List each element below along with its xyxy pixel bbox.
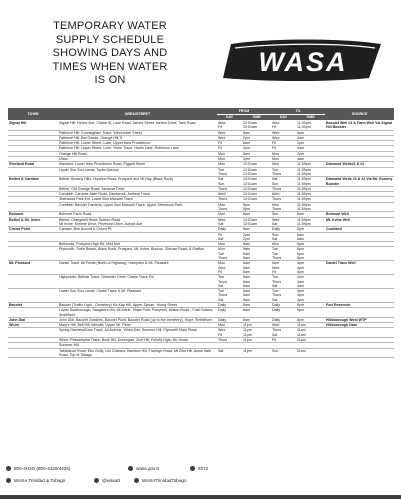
area-cell: Bethel: Orangehill Road, Bottom Road Mt Irvine: Kimmie Drive, Pinehurst Drive, Aurora Ave	[58, 217, 217, 227]
header-town: TOWN	[8, 108, 58, 121]
from-day-cell: Daily	[217, 227, 242, 232]
to-time-cell: 4am	[296, 130, 325, 135]
town-cell: Bacolet	[8, 302, 58, 307]
to-time-cell: 11:59pm	[296, 197, 325, 202]
area-cell: Lower Sou Sou Lands, Clarke Trace & Mt. Pleasant	[58, 289, 217, 303]
to-time-cell: 11:59pm	[296, 192, 325, 197]
from-day-cell: Wed Fri	[217, 328, 242, 338]
twitter-icon	[94, 478, 99, 483]
from-time-cell: 11pm 11pm	[242, 328, 271, 338]
footer-facebook[interactable]	[6, 478, 65, 484]
from-time-cell: 6am	[242, 141, 271, 146]
table-row	[8, 232, 394, 242]
town-cell: Bethel & Carnbee	[8, 177, 58, 187]
to-time-cell: 4am	[296, 146, 325, 151]
from-day-cell: Mon Wed Fri	[217, 261, 242, 275]
header-area: AREA/STREET	[58, 108, 217, 121]
to-time-cell: 6am	[296, 212, 325, 217]
from-day-cell: Fri Sat	[217, 232, 242, 242]
from-time-cell: 12:01am 12:01am	[242, 217, 271, 227]
area-cell: Bethel: Beverly Hills, Hopeton Road, Prospect and Mt Hay (Black Rock)	[58, 177, 217, 187]
town-cell	[8, 247, 58, 261]
title-line: SHOWING DAYS AND	[52, 47, 168, 59]
wasa-logo	[221, 38, 387, 82]
header-source: SOURCE	[325, 108, 394, 121]
source-cell	[325, 275, 394, 289]
to-day-cell: Daily	[271, 302, 296, 307]
instagram-icon	[134, 478, 139, 483]
to-day-cell: Fri	[271, 146, 296, 151]
table-row	[8, 317, 394, 322]
from-day-cell: Mon Tue Thurs	[217, 247, 242, 261]
to-time-cell: 4am	[296, 157, 325, 162]
to-time-cell: 11:59pm 11:59pm	[296, 177, 325, 187]
from-time-cell: 6am	[242, 308, 271, 318]
town-cell: Whim	[8, 323, 58, 328]
from-time-cell: 6am	[242, 317, 271, 322]
to-day-cell: Wed Sat	[271, 217, 296, 227]
to-time-cell: 9pm	[296, 308, 325, 318]
to-time-cell: 11:59pm	[296, 162, 325, 167]
source-cell: Fort Reservoir	[325, 302, 394, 307]
from-day-cell: Sat Sun	[217, 177, 242, 187]
source-cell	[325, 308, 394, 318]
to-day-cell: Mon	[271, 162, 296, 167]
title-line: IS ON	[94, 74, 126, 86]
source-cell	[325, 247, 394, 261]
to-day-cell: Daily	[271, 317, 296, 322]
to-time-cell: 11am	[296, 323, 325, 328]
from-day-cell: Fri	[217, 146, 242, 151]
footer-twitter[interactable]	[94, 478, 120, 484]
source-cell: Diamond Wells #1 & #2 Via Mt. Gomery Booster	[326, 177, 393, 186]
table-row	[8, 121, 394, 131]
to-day-cell: Wed	[271, 130, 296, 135]
from-day-cell: Tue Thurs	[217, 167, 242, 177]
area-cell: Bacolet (Traffic Light - Cemetery) Mc Kay Hill, Upper Sylvan, Young Street	[58, 302, 217, 307]
area-cell: Whim: Philadelphia Trace, Bock Hill, Dunvegan, Zion Hill, Felicity Hgts, Mt. Grace	[58, 338, 217, 343]
to-time-cell: 11:59pm 11:59pm	[296, 217, 325, 227]
table-row	[8, 217, 394, 227]
title-line: SUPPLY SCHEDULE	[55, 33, 165, 46]
to-day-cell: Tue Thurs	[271, 167, 296, 177]
area-cell: Belmont Farm Road	[58, 212, 217, 217]
from-time-cell: 11pm	[242, 323, 271, 328]
town-cell	[8, 328, 58, 338]
to-time-cell: 6am 6am	[296, 232, 325, 242]
area-cell: Tablelance Road, Ebo Gully, Les Coteaux, Bamboo Hill, Franklyn Road, Mt Zion Hill, Amos Vale Road, Top of Tobago	[58, 348, 217, 358]
source-cell	[325, 348, 394, 358]
to-day-cell: Wed	[271, 192, 296, 197]
footer-instagram-text: WASATrinidadTobago	[142, 478, 187, 483]
header-to-time: TIME	[296, 115, 325, 121]
to-time-cell: 6pm 6pm 6pm	[296, 247, 325, 261]
phone-icon	[6, 466, 11, 471]
town-cell	[8, 308, 58, 318]
area-cell: Carnbee: Bacolet Gardens, Upper Bon Maxwell Trace, Upper Sherwood Park	[58, 202, 217, 212]
area-cell: Plymouth, Turtle Beach, Black Rock, Prospect, Mt. Irvine, Buccoo, Shirvan Road, & Grafton	[58, 247, 217, 261]
to-day-cell: Wed Fri	[271, 121, 296, 131]
from-day-cell: Mon	[217, 242, 242, 247]
table-row	[8, 247, 394, 261]
from-time-cell: 9am 9am 9am	[242, 247, 271, 261]
from-time-cell: 2pm 2pm	[242, 232, 271, 242]
from-day-cell: Wed	[217, 192, 242, 197]
from-day-cell: Daily	[217, 308, 242, 318]
town-cell	[8, 275, 58, 289]
from-day-cell: Mon Thurs	[217, 202, 242, 212]
area-cell: Lower Scarborough, Sangsters Hill, Mt Marie, Shaw Park, Pumpmill, Wilson Road - Coal Cutters, Smithfield	[58, 308, 217, 318]
area-cell: Mary's Hill, Bell Hill, Idlewild, Upper Mt. Peter	[58, 323, 217, 328]
from-day-cell: Mon	[217, 151, 242, 156]
town-cell: Belmont	[8, 212, 58, 217]
footer-web[interactable]	[128, 466, 159, 472]
to-time-cell: 11am	[296, 338, 325, 343]
from-time-cell: 12:01am	[242, 186, 271, 191]
to-day-cell: Thurs	[271, 186, 296, 191]
footer-phone	[6, 466, 70, 472]
to-time-cell: 11am 11am	[296, 328, 325, 338]
globe-icon	[128, 466, 133, 471]
table-row	[8, 308, 394, 318]
area-cell: Sherwood Park Ext, Lower Bon Maxwell Trace,	[58, 197, 217, 202]
town-cell: Bethel & Mt. Irvine	[8, 217, 58, 227]
area-cell: Spring Gardens/Dam Trace, All Avenue, Whim Dev, Summer Hill, Plymouth Main Road	[58, 328, 217, 338]
to-time-cell: 6pm	[296, 302, 325, 307]
table-row	[8, 348, 394, 358]
to-time-cell: 4pm 4pm 4pm	[296, 261, 325, 275]
header-to: TO	[271, 108, 325, 115]
schedule-rows	[8, 121, 394, 358]
to-day-cell: Wed	[271, 323, 296, 328]
to-day-cell: Wed	[271, 135, 296, 140]
from-time-cell: 6am	[242, 302, 271, 307]
from-time-cell: 6am 6am 6am	[242, 289, 271, 303]
to-day-cell: Sun	[271, 212, 296, 217]
to-day-cell: Mon Thurs	[271, 202, 296, 212]
area-cell: Patience Hill: Earl Banks, Orange Hill Tr	[58, 135, 217, 140]
table-row	[8, 177, 394, 187]
from-time-cell: 5am	[242, 151, 271, 156]
to-day-cell: Daily	[271, 227, 296, 232]
table-row	[8, 328, 394, 338]
area-cell: Union	[58, 157, 217, 162]
area-cell: Patience Hill: Lower Street, Luke, Upper New Providence	[58, 141, 217, 146]
to-day-cell: Tue Tue Thurs	[271, 247, 296, 261]
to-time-cell: 4pm 4pm 4pm	[296, 289, 325, 303]
table-row	[8, 202, 394, 212]
to-day-cell: Sun Sat	[271, 232, 296, 242]
footer-phone-text: 800-4H2O (800-4420/4426)	[14, 466, 71, 471]
area-cell: Patience Hill: Cunningham Trace, Winchester Street,	[58, 130, 217, 135]
to-time-cell: 11:59pm 11:59pm	[296, 202, 325, 212]
from-day-cell: Thurs	[217, 197, 242, 202]
to-day-cell: Fri	[271, 338, 296, 343]
from-time-cell: 6am	[242, 130, 271, 135]
to-time-cell: 11:00pm 11:00pm	[296, 121, 325, 131]
from-time-cell: 11pm	[242, 348, 271, 358]
area-cell: Summer Hill	[58, 343, 217, 348]
from-day-cell: Tue Thurs Sat	[217, 289, 242, 303]
area-cell: Bethel, Old Grange Road, Jacamar Drive	[58, 186, 217, 191]
area-cell: Canaan, Bon Accord & Crown Pt.	[58, 227, 217, 232]
area-cell: Orange Hill Road,	[58, 151, 217, 156]
area-cell: Highpoints: Belmar Trace, Oleander Drive, Clarke Trace Ext	[58, 275, 217, 289]
title-line: TIMES WHEN WATER	[52, 60, 168, 73]
from-time-cell: 2pm	[242, 146, 271, 151]
source-cell	[325, 232, 394, 242]
source-cell	[325, 167, 394, 177]
from-day-cell: Thurs	[217, 338, 242, 343]
from-time-cell: 6am 6am 6am	[242, 261, 271, 275]
source-cell: Courland	[325, 227, 394, 232]
table-row	[8, 261, 394, 275]
from-day-cell: Wed Fri	[217, 121, 242, 131]
from-time-cell: 12:01am	[242, 192, 271, 197]
source-cell: Daniel Trace Well	[325, 261, 394, 275]
to-time-cell: 2pm	[296, 151, 325, 156]
from-time-cell: 12:01am	[242, 162, 271, 167]
from-day-cell: Wed Sat	[217, 217, 242, 227]
header-from-time: TIME	[242, 115, 271, 121]
town-cell	[8, 202, 58, 212]
header-to-day: DAY	[271, 115, 296, 121]
town-cell	[8, 289, 58, 303]
table-row	[8, 167, 394, 177]
to-time-cell: 4am 4am 4am	[296, 275, 325, 289]
town-cell	[8, 167, 58, 177]
footer-facebook-text: WASA Trinidad & Tobago	[14, 478, 66, 483]
to-time-cell: 2pm	[296, 227, 325, 232]
from-time-cell: 6am 6am 6am	[242, 275, 271, 289]
to-day-cell: Thurs	[271, 197, 296, 202]
to-time-cell: 11:59pm	[296, 186, 325, 191]
from-time-cell: 11pm	[242, 338, 271, 343]
footer	[0, 464, 401, 499]
to-day-cell: Daily	[271, 308, 296, 318]
source-cell: Belmont Well	[325, 212, 394, 217]
area-cell: Bethesda, Prospect High Rs, Mint Mnt	[58, 242, 217, 247]
to-day-cell: Mon	[271, 157, 296, 162]
town-cell: John Dial	[8, 317, 58, 322]
town-cell: Crown Point	[8, 227, 58, 232]
source-cell: Mt. Irvine Well	[325, 217, 394, 227]
header-from-day: DAY	[217, 115, 242, 121]
to-day-cell: Mon	[271, 242, 296, 247]
schedule-table	[8, 108, 394, 358]
footer-twitter-text: @wasatt	[102, 478, 120, 483]
from-time-cell: 6am	[242, 227, 271, 232]
from-time-cell: 12:01am 12:01am	[242, 121, 271, 131]
from-time-cell: 12:01am	[242, 197, 271, 202]
to-day-cell: Fri	[271, 141, 296, 146]
source-cell: Diamond Wells#1 & #2	[325, 162, 394, 167]
to-day-cell: Sat Sun	[271, 177, 296, 187]
to-day-cell: Tue Thurs Sat	[271, 289, 296, 303]
to-day-cell: Thurs Sat	[271, 328, 296, 338]
whatsapp-icon	[190, 466, 195, 471]
page-title	[22, 20, 198, 88]
from-time-cell: 2pm	[242, 135, 271, 140]
table-row	[8, 275, 394, 289]
to-day-cell: Mon Wed Fri	[271, 261, 296, 275]
to-time-cell: 6pm	[296, 242, 325, 247]
from-day-cell: Mon	[217, 157, 242, 162]
to-day-cell: Mon	[271, 151, 296, 156]
facebook-icon	[6, 478, 11, 483]
town-cell	[8, 232, 58, 242]
from-time-cell: 2pm	[242, 157, 271, 162]
table-row	[8, 289, 394, 303]
town-cell: Signal Hill	[8, 121, 58, 131]
to-time-cell: 11am	[296, 348, 325, 358]
from-day-cell: Mon	[217, 212, 242, 217]
from-time-cell: 12:01am 12:01am	[242, 177, 271, 187]
area-cell: Patience Hill: Upper Street, Luke, Yorke Trace, Harris Lane, Robinson Lane	[58, 146, 217, 151]
from-day-cell: Mon	[217, 162, 242, 167]
source-cell	[325, 328, 394, 338]
source-cell	[325, 289, 394, 303]
to-time-cell: 4am	[296, 135, 325, 140]
from-day-cell: Daily	[217, 302, 242, 307]
header-from: FROM	[217, 108, 271, 115]
area-cell: Upper Sou Sou Lands, Taylor Avenue	[58, 167, 217, 177]
source-cell: Hillsborough West WTP	[325, 317, 394, 322]
to-day-cell: Tue Thurs Sat	[271, 275, 296, 289]
source-cell	[325, 202, 394, 212]
source-cell: Bacolet Well #3 & Farm Well Via Signal Hill Booster	[326, 121, 393, 130]
area-cell: John Dial, Bacolet Gardens, Bacolet Point, Bacolet Road (up to the cemetery), Hope, Bethlehem	[58, 317, 217, 322]
to-time-cell: 2pm	[296, 141, 325, 146]
from-day-cell: Fri	[217, 141, 242, 146]
logo-text: WASA	[258, 47, 348, 77]
to-time-cell: 6pm	[296, 317, 325, 322]
from-day-cell: Wed	[217, 135, 242, 140]
from-day-cell: Wed	[217, 130, 242, 135]
title-line: TEMPORARY WATER	[53, 20, 167, 32]
footer-web-text: wasa.gov.tt	[136, 466, 159, 471]
area-cell: Daniel Trace, All Fields (North of Highway), Hampden & Mt. Pleasant	[58, 261, 217, 275]
to-time-cell: 11:59pm 11:59pm	[296, 167, 325, 177]
from-time-cell: 6am	[242, 212, 271, 217]
footer-bar	[0, 495, 401, 499]
from-time-cell: 12:01am 12:01am	[242, 167, 271, 177]
from-time-cell: 6am	[242, 242, 271, 247]
from-day-cell: Mon	[217, 323, 242, 328]
town-cell: Mt. Pleasant	[8, 261, 58, 275]
town-cell	[8, 348, 58, 358]
from-day-cell: Daily	[217, 317, 242, 322]
source-cell: Hillsborough Dam	[325, 323, 394, 328]
to-day-cell: Sun	[271, 348, 296, 358]
footer-whatsapp-text: 9272	[198, 466, 209, 471]
from-day-cell: Sat	[217, 348, 242, 358]
footer-instagram[interactable]	[134, 478, 187, 484]
from-day-cell: Tue Thurs Sat	[217, 275, 242, 289]
area-cell	[58, 232, 217, 242]
area-cell: Carnbee: Carnbee Main Road, Damberell, Joefield Trace,	[58, 192, 217, 197]
town-cell: Riseland Road	[8, 162, 58, 167]
area-cell: Riseland: Lower New Providence Road, Piggott Street	[58, 162, 217, 167]
area-cell: Signal Hill: Hector Ave, Clarke St, Luke Road, James Street, Merton Drive, Tank Road	[58, 121, 217, 131]
from-day-cell: Thurs	[217, 186, 242, 191]
from-time-cell: 5pm 5pm	[242, 202, 271, 212]
footer-whatsapp	[190, 466, 208, 472]
